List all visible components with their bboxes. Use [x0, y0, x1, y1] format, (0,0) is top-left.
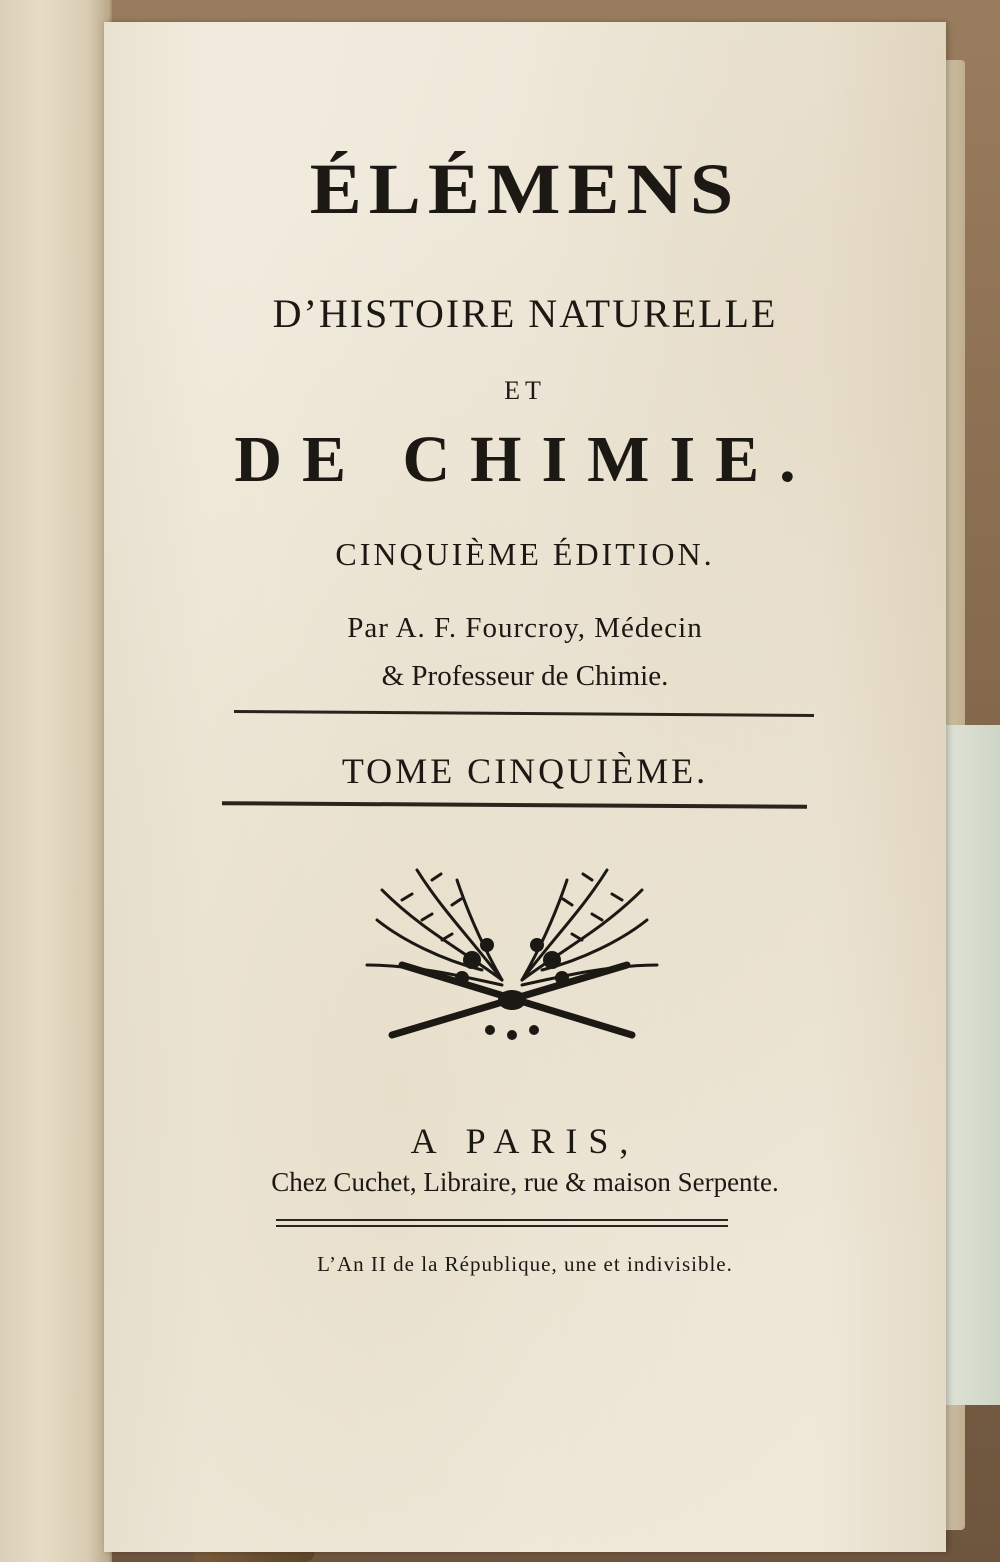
paper-slip — [940, 725, 1000, 1405]
volume-line: TOME CINQUIÈME. — [341, 751, 709, 791]
rule-divider-bottom — [222, 801, 807, 809]
crossed-palm-branches-ornament-icon — [362, 860, 662, 1050]
publisher-line: Chez Cuchet, Libraire, rue & maison Serpente. — [271, 1167, 779, 1197]
author-role-line: & Professeur de Chimie. — [381, 660, 669, 692]
left-page-edge — [0, 0, 112, 1562]
publication-place: A PARIS, — [410, 1121, 640, 1161]
edition-line: CINQUIÈME ÉDITION. — [335, 536, 715, 572]
double-rule-divider — [276, 1219, 728, 1227]
rule-divider-top — [234, 710, 814, 717]
date-line: L’An II de la République, une et indivisible. — [317, 1252, 733, 1276]
title-page — [104, 22, 946, 1552]
conjunction: ET — [504, 376, 546, 405]
book-subtitle: D’HISTOIRE NATURELLE — [272, 291, 778, 336]
author-line: Par A. F. Fourcroy, Médecin — [347, 612, 703, 644]
book-subject: DE CHIMIE. — [234, 423, 816, 496]
book-title: ÉLÉMENS — [309, 148, 741, 229]
